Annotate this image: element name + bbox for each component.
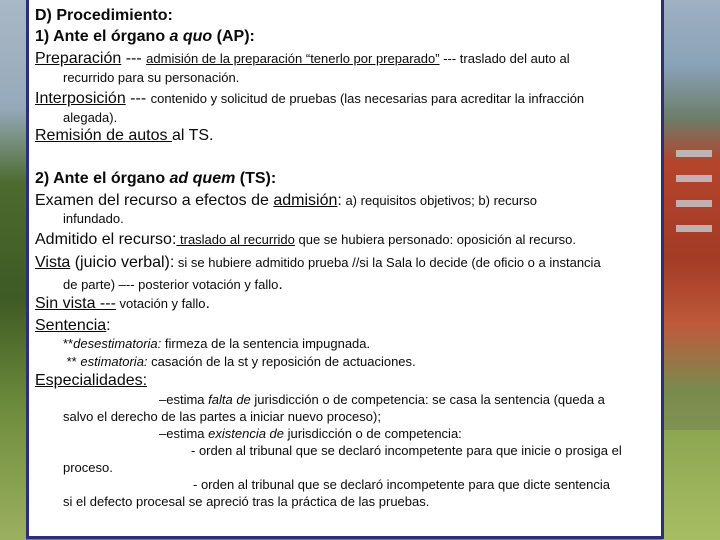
text-run-italic: ad quem (169, 170, 236, 187)
text-run: Examen del recurso a efectos de (35, 192, 274, 209)
sinvista-label: Sin vista --- (35, 295, 116, 312)
text-run: al TS. (171, 127, 214, 144)
especialidades-line-5: proceso. (63, 460, 113, 475)
text-run: contenido y solicitud de pruebas (las necesarias para acreditar la infracción (150, 91, 585, 106)
especialidades-line-6: - orden al tribunal que se declaró incompetente para que dicte sentencia (193, 477, 610, 492)
preparacion-line (35, 51, 570, 67)
especialidades-line-3 (159, 427, 462, 440)
text-run: jurisdicción o de competencia: (284, 426, 462, 441)
building-window (676, 225, 712, 232)
sentencia-line (35, 318, 111, 334)
text-run: : (106, 317, 111, 334)
preparacion-link-text: admisión de la preparación “tenerlo por preparado” (146, 51, 440, 66)
text-run: : (337, 192, 342, 209)
section-2-title (35, 171, 276, 187)
text-run: (AP): (212, 28, 255, 45)
text-run: jurisdicción o de competencia: se casa la sentencia (queda a (250, 392, 605, 407)
especialidades-line-7: si el defecto procesal se apreció tras la práctica de las pruebas. (63, 494, 430, 509)
interposicion-cont: alegada). (63, 110, 118, 125)
text-run: 2) Ante el órgano (35, 170, 170, 187)
admision-label: admisión (273, 192, 338, 209)
vista-label: Vista (35, 254, 71, 271)
text-run: de parte) –-- posterior votación y fallo (63, 277, 279, 292)
text-run: –estima (159, 426, 209, 441)
especialidades-line-4: - orden al tribunal que se declaró incompetente para que inicie o prosiga el (191, 443, 622, 458)
vista-line (35, 255, 601, 271)
building-window (676, 175, 712, 182)
building-window (676, 150, 712, 157)
text-run-italic: existencia de (208, 426, 285, 441)
text-run: 1) Ante el órgano (35, 28, 170, 45)
text-run: --- traslado del auto al (439, 51, 570, 66)
interposicion-line (35, 91, 584, 107)
sinvista-line (35, 296, 210, 312)
text-run-italic: desestimatoria: (73, 336, 162, 351)
especialidades-label: Especialidades: (35, 372, 148, 389)
text-run: (juicio verbal): (70, 254, 175, 271)
text-run-italic: estimatoria: (80, 354, 148, 369)
text-run: ** (63, 336, 74, 351)
slide-panel (26, 0, 664, 539)
text-run: –estima (159, 392, 209, 407)
text-run: si se hubiere admitido prueba //si la Sala lo decide (de oficio o a instancia (174, 255, 601, 270)
admitido-label: Admitido el recurso: (35, 231, 177, 248)
text-run-italic: a quo (169, 28, 213, 45)
desestimatoria-line (63, 337, 370, 350)
text-run: que se hubiera personado: oposición al recurso. (294, 232, 577, 247)
text-run: --- (125, 90, 151, 107)
text-run: . (205, 295, 210, 312)
text-run: ** (63, 354, 81, 369)
estimatoria-line (63, 355, 416, 368)
especialidades-line-1 (159, 393, 605, 406)
background-photo-left (0, 0, 26, 540)
building-window (676, 200, 712, 207)
remision-label: Remisión de autos (35, 127, 172, 144)
text-run: firmeza de la sentencia impugnada. (161, 336, 371, 351)
text-run: casación de la st y reposición de actuaciones. (147, 354, 416, 369)
text-run: . (278, 276, 283, 293)
text-run: --- (121, 50, 147, 67)
text-run: (TS): (235, 170, 277, 187)
examen-line (35, 193, 537, 209)
especialidades-line-2: salvo el derecho de las partes a iniciar nuevo proceso); (63, 409, 381, 424)
background-lawn (662, 430, 720, 540)
vista-cont (63, 277, 283, 293)
examen-cont: infundado. (63, 211, 124, 226)
preparacion-cont: recurrido para su personación. (63, 70, 240, 85)
text-run: votación y fallo (115, 296, 206, 311)
preparacion-label: Preparación (35, 50, 122, 67)
admitido-line (35, 232, 576, 248)
traslado-text: traslado al recurrido (176, 232, 295, 247)
interposicion-label: Interposición (35, 90, 126, 107)
section-1-title (35, 29, 255, 45)
text-run: a) requisitos objetivos; b) recurso (341, 193, 537, 208)
sentencia-label: Sentencia (35, 317, 107, 334)
section-d-title: D) Procedimiento: (35, 7, 173, 24)
text-run-italic: falta de (208, 392, 251, 407)
remision-line (35, 128, 213, 144)
